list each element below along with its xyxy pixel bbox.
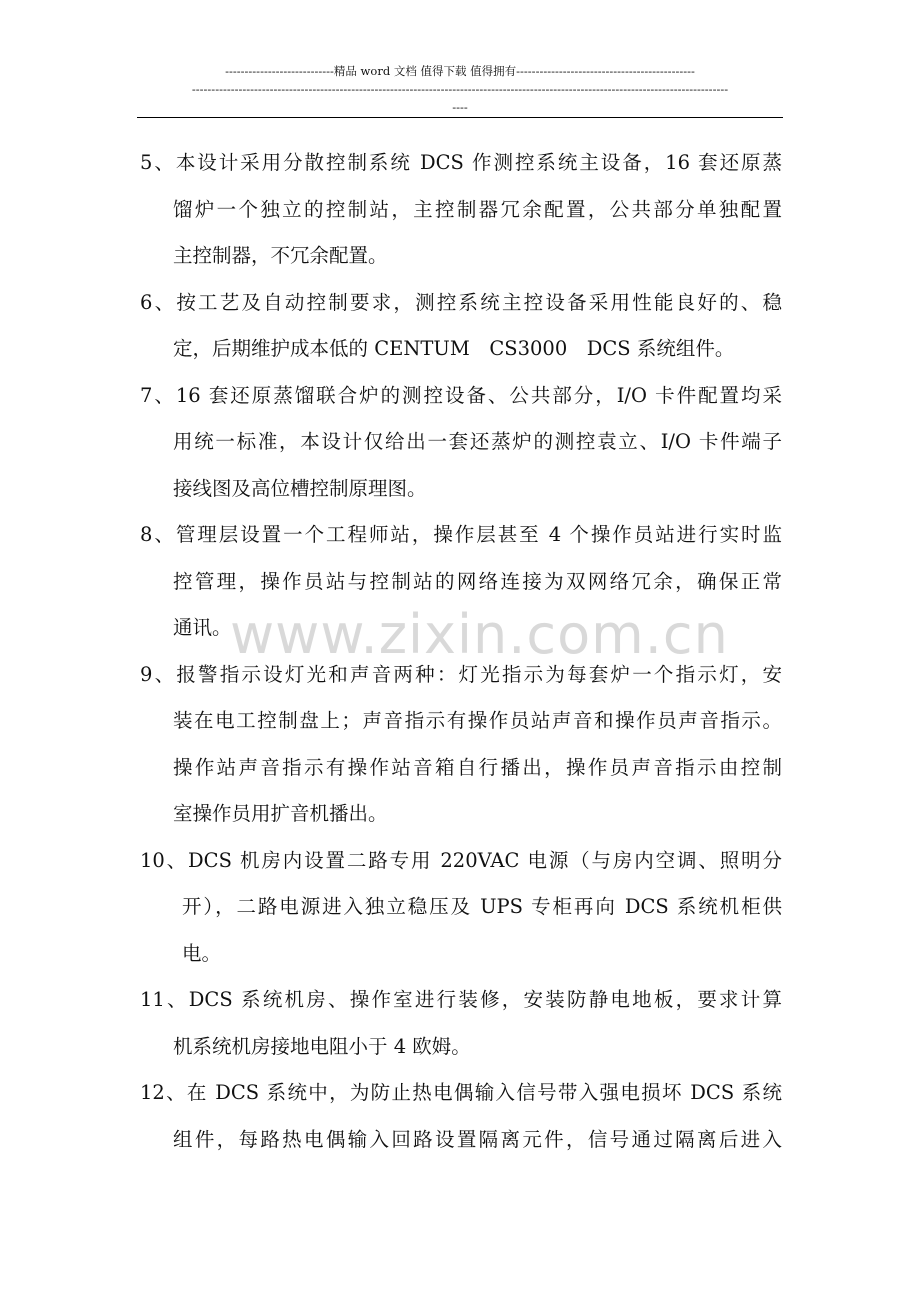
list-item-7	[140, 373, 782, 513]
item-line: 用统一标准，本设计仅给出一套还蒸炉的测控袁立、I/O 卡件端子	[173, 430, 782, 453]
list-item-8	[140, 512, 782, 652]
item-line: 电。	[182, 941, 222, 965]
list-item-10	[140, 838, 782, 978]
list-item-9	[140, 652, 782, 838]
page-header	[137, 62, 783, 116]
item-line: 通讯。	[173, 616, 232, 639]
item-line: 8、管理层设置一个工程师站，操作层甚至 4 个操作员站进行实时监	[140, 523, 782, 546]
item-line: 主控制器，不冗余配置。	[173, 244, 388, 267]
item-line: 室操作员用扩音机播出。	[173, 802, 388, 825]
list-item-6	[140, 280, 782, 373]
item-line: 10、DCS 机房内设置二路专用 220VAC 电源（与房内空调、照明分	[140, 848, 782, 872]
item-line: 9、报警指示设灯光和声音两种：灯光指示为每套炉一个指示灯，安	[140, 662, 782, 686]
list-item-12	[140, 1070, 782, 1163]
item-line: 馏炉一个独立的控制站，主控制器冗余配置，公共部分单独配置	[173, 197, 782, 221]
header-dash-line: ------------------------------------------------------------------------------------------------------------------------------------------	[191, 82, 729, 96]
item-line: 接线图及高位槽控制原理图。	[173, 476, 427, 500]
list-item-5	[140, 140, 782, 280]
header-dash-tail: ----	[452, 100, 468, 114]
item-line: 5、本设计采用分散控制系统 DCS 作测控系统主设备，16 套还原蒸	[140, 151, 782, 174]
item-line: 操作站声音指示有操作站音箱自行播出，操作员声音指示由控制	[173, 755, 782, 779]
item-line: 机系统机房接地电阻小于 4 欧姆。	[173, 1034, 471, 1058]
item-line: 6、按工艺及自动控制要求，测控系统主控设备采用性能良好的、稳	[140, 290, 782, 314]
header-banner-line: ----------------------------精品 word 文档 值得下载 值得拥有----------------------------------------------	[225, 64, 695, 78]
item-line: 控管理，操作员站与控制站的网络连接为双网络冗余，确保正常	[173, 569, 782, 593]
item-line: 组件，每路热电偶输入回路设置隔离元件，信号通过隔离后进入	[173, 1127, 782, 1151]
item-line: 11、DCS 系统机房、操作室进行装修，安装防静电地板，要求计算	[140, 988, 782, 1011]
list-item-11	[140, 977, 782, 1070]
item-line: 7、16 套还原蒸馏联合炉的测控设备、公共部分，I/O 卡件配置均采	[140, 383, 782, 407]
header-rule	[137, 117, 783, 118]
document-body	[140, 140, 782, 1163]
item-line: 定，后期维护成本低的 CENTUM CS3000 DCS 系统组件。	[173, 337, 735, 360]
item-line: 装在电工控制盘上；声音指示有操作员站声音和操作员声音指示。	[173, 709, 782, 732]
item-line: 12、在 DCS 系统中，为防止热电偶输入信号带入强电损坏 DCS 系统	[140, 1081, 782, 1104]
item-line: 开），二路电源进入独立稳压及 UPS 专柜再向 DCS 系统机柜供	[182, 895, 782, 918]
watermark-text: www.zixin.com.cn	[230, 603, 729, 666]
